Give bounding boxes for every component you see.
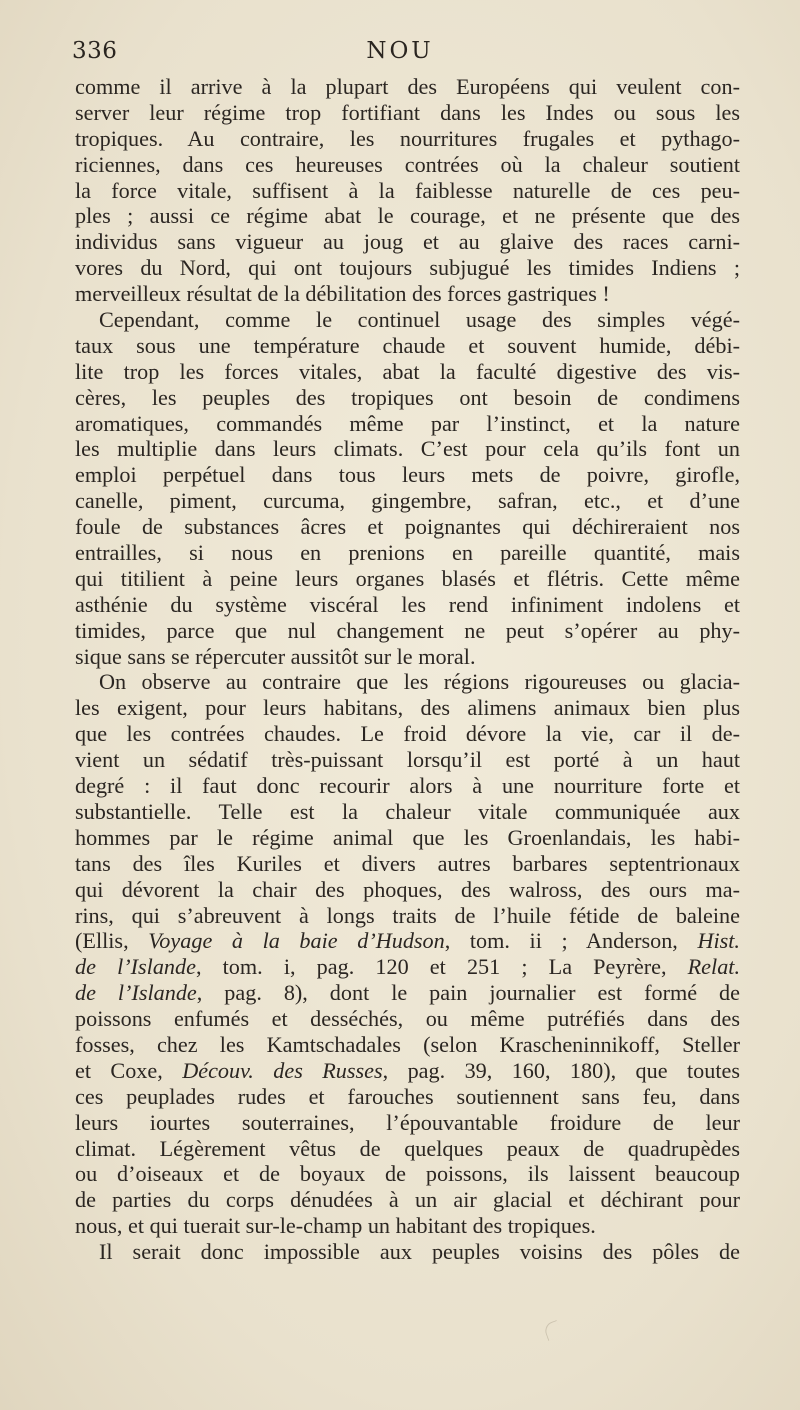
- italic-title: de l’Islande: [75, 980, 197, 1006]
- text-line: les multiplie dans leurs climats. C’est pour cela qu’ils font un: [75, 436, 740, 462]
- text-line: tans des îles Kuriles et divers autres barbares septentrionaux: [75, 850, 740, 876]
- text-line: poissons enfumés et desséchés, ou même putréfiés dans des: [75, 1006, 740, 1032]
- text-line: timides, parce que nul changement ne peut s’opérer au phy-: [75, 617, 740, 643]
- citation-line: de l’Islande, pag. 8), dont le pain journalier est formé de: [75, 980, 741, 1006]
- text-line: les exigent, pour leurs habitans, des alimens animaux bien plus: [75, 695, 740, 721]
- text-line: lite trop les forces vitales, abat la faculté digestive des vis-: [75, 358, 740, 384]
- text-line: ou d’oiseaux et de boyaux de poissons, ils laissent beaucoup: [75, 1161, 740, 1187]
- paragraph-end-line: merveilleux résultat de la débilitation des forces gastriques !: [75, 281, 610, 307]
- paragraph-end-line: nous, et qui tuerait sur-le-champ un habitant des tropiques.: [75, 1213, 596, 1239]
- text-line: climat. Légèrement vêtus de quelques peaux de quadrupèdes: [75, 1135, 740, 1161]
- text-line: tropiques. Au contraire, les nourritures frugales et pythago-: [75, 125, 740, 151]
- paragraph-start-line: Cependant, comme le continuel usage des simples végé-: [99, 307, 740, 333]
- text-line: ples ; aussi ce régime abat le courage, et ne présente que des: [75, 203, 740, 229]
- running-head: NOU: [366, 38, 434, 64]
- text-line: cères, les peuples des tropiques ont besoin de condimens: [75, 384, 740, 410]
- text-line: que les contrées chaudes. Le froid dévore la vie, car il de-: [75, 721, 740, 747]
- text-line: ces peuplades rudes et farouches soutiennent sans feu, dans: [75, 1083, 740, 1109]
- text-line: comme il arrive à la plupart des Européens qui veulent con-: [75, 74, 740, 99]
- citation-line: (Ellis, Voyage à la baie d’Hudson, tom. ii ; Anderson, Hist.: [75, 928, 740, 954]
- italic-title: Hist.: [697, 928, 740, 954]
- text-line: fosses, chez les Kamtschadales (selon Krascheninnikoff, Steller: [75, 1031, 740, 1057]
- text-line: individus sans vigueur au joug et au glaive des races carni-: [75, 229, 740, 255]
- text-line: emploi perpétuel dans tous leurs mets de poivre, girofle,: [75, 462, 740, 488]
- page-header: [0, 38, 800, 72]
- citation-line: et Coxe, Découv. des Russes, pag. 39, 160, 180), que toutes: [75, 1057, 740, 1083]
- text-line: qui dévorent la chair des phoques, des walross, des ours ma-: [75, 876, 740, 902]
- text-line: leurs iourtes souterraines, l’épouvantable froidure de leur: [75, 1109, 740, 1135]
- text-line: la force vitale, suffisent à la faiblesse naturelle de ces peu-: [75, 177, 740, 203]
- text-line: entrailles, si nous en prenions en pareille quantité, mais: [75, 540, 740, 566]
- text-line: foule de substances âcres et poignantes qui déchireraient nos: [75, 514, 740, 540]
- paragraph-end-line: sique sans se répercuter aussitôt sur le moral.: [75, 643, 476, 669]
- text-line: substantielle. Telle est la chaleur vitale communiquée aux: [75, 798, 740, 824]
- paragraph-start-line: Il serait donc impossible aux peuples voisins des pôles de: [99, 1239, 740, 1265]
- text-line: canelle, piment, curcuma, gingembre, safran, etc., et d’une: [75, 488, 740, 514]
- text-line: vient un sédatif très-puissant lorsqu’il est porté à un haut: [75, 747, 740, 773]
- text-line: taux sous une température chaude et souvent humide, débi-: [75, 332, 740, 358]
- text-line: degré : il faut donc recourir alors à une nourriture forte et: [75, 773, 740, 799]
- text-line: vores du Nord, qui ont toujours subjugué les timides Indiens ;: [75, 255, 740, 281]
- text-line: server leur régime trop fortifiant dans les Indes ou sous les: [75, 99, 740, 125]
- italic-title: Voyage à la baie d’Hudson: [148, 928, 445, 954]
- text-line: de parties du corps dénudées à un air glacial et déchirant pour: [75, 1187, 740, 1213]
- text-line: riciennes, dans ces heureuses contrées où la chaleur soutient: [75, 151, 740, 177]
- page-number: 336: [72, 38, 118, 64]
- paper-blemish: [543, 1320, 563, 1341]
- italic-title: de l’Islande: [75, 954, 196, 980]
- italic-title: Découv. des Russes: [182, 1057, 383, 1083]
- text-line: hommes par le régime animal que les Groenlandais, les habi-: [75, 824, 740, 850]
- text-line: asthénie du système viscéral les rend infiniment indolens et: [75, 591, 740, 617]
- text-line: qui titilient à peine leurs organes blasés et flétris. Cette même: [75, 565, 740, 591]
- text-line: aromatiques, commandés même par l’instinct, et la nature: [75, 410, 740, 436]
- italic-title: Relat.: [687, 954, 740, 980]
- paragraph-start-line: On observe au contraire que les régions rigoureuses ou glacia-: [99, 669, 740, 695]
- citation-line: de l’Islande, tom. i, pag. 120 et 251 ; La Peyrère, Relat.: [75, 954, 740, 980]
- body-text: [75, 74, 740, 1265]
- text-line: rins, qui s’abreuvent à longs traits de l’huile fétide de baleine: [75, 902, 740, 928]
